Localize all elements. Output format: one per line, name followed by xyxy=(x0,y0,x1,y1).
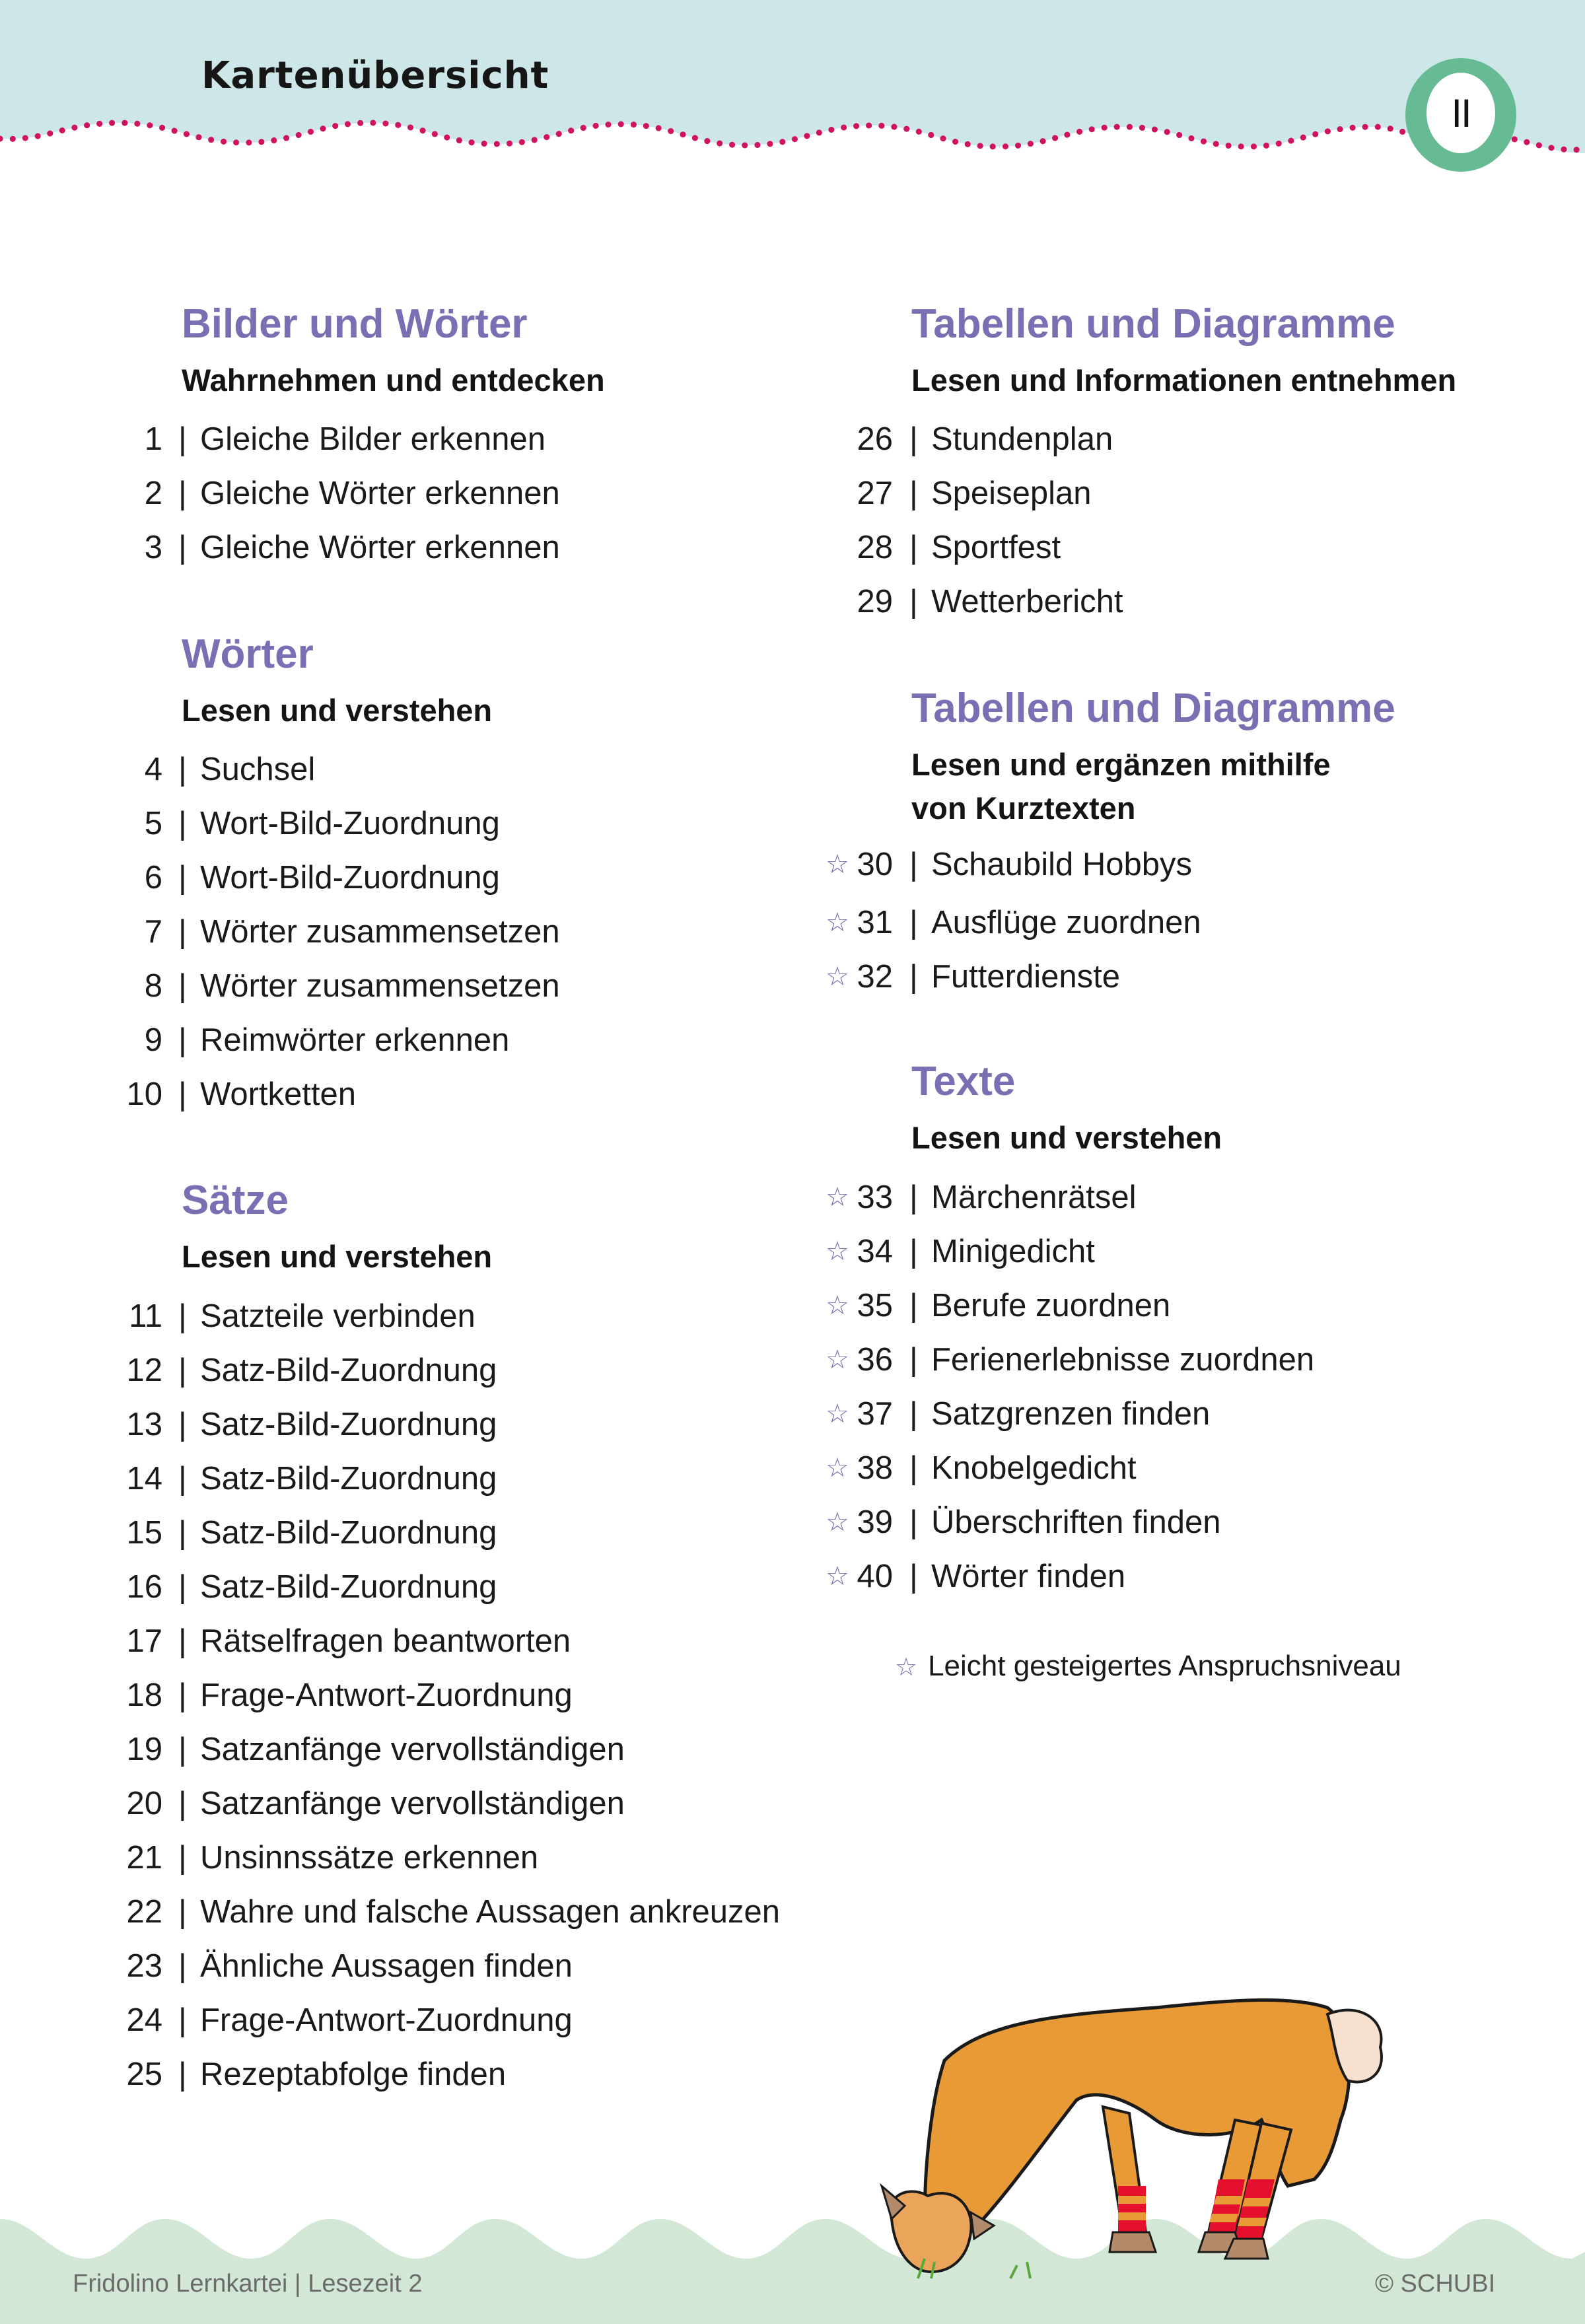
chapter-badge xyxy=(1405,58,1516,172)
separator: | xyxy=(178,1732,187,1767)
card-label: Satzanfänge vervollständigen xyxy=(200,1732,625,1767)
separator: | xyxy=(178,1022,187,1058)
card-label: Wörter zusammensetzen xyxy=(200,914,560,950)
section-subtitle: Lesen und verstehen xyxy=(182,1239,493,1274)
card-label: Satzteile verbinden xyxy=(200,1298,476,1334)
star-icon: ☆ xyxy=(826,962,849,991)
card-label: Satz-Bild-Zuordnung xyxy=(200,1515,497,1551)
card-number: 25 xyxy=(126,2057,162,2092)
separator: | xyxy=(178,1840,187,1876)
card-label: Knobelgedicht xyxy=(931,1450,1137,1486)
card-label: Unsinnssätze erkennen xyxy=(200,1840,539,1876)
separator: | xyxy=(178,1407,187,1442)
card-number: 3 xyxy=(144,530,162,565)
separator: | xyxy=(909,905,918,940)
separator: | xyxy=(178,1076,187,1112)
card-label: Reimwörter erkennen xyxy=(200,1022,510,1058)
card-number: 23 xyxy=(126,1948,162,1984)
star-icon: ☆ xyxy=(826,1291,849,1320)
section-subtitle-line2: von Kurztexten xyxy=(911,791,1136,826)
card-label: Satz-Bild-Zuordnung xyxy=(200,1569,497,1605)
separator: | xyxy=(178,1623,187,1659)
page-title: Kartenübersicht xyxy=(201,54,549,97)
card-number: 8 xyxy=(144,968,162,1004)
star-icon: ☆ xyxy=(826,1399,849,1428)
card-label: Futterdienste xyxy=(931,959,1120,995)
card-number: 30 xyxy=(857,847,893,882)
section-title-tabellen-und-diagramme: Tabellen und Diagramme xyxy=(911,301,1395,347)
legend-text: Leicht gesteigertes Anspruchsniveau xyxy=(928,1650,1401,1682)
card-label: Speiseplan xyxy=(931,475,1092,511)
separator: | xyxy=(178,1786,187,1821)
card-label: Gleiche Bilder erkennen xyxy=(200,421,546,457)
card-number: 29 xyxy=(857,584,893,619)
card-number: 5 xyxy=(144,806,162,841)
star-icon: ☆ xyxy=(826,1454,849,1483)
separator: | xyxy=(178,1461,187,1497)
separator: | xyxy=(178,2002,187,2038)
card-number: 15 xyxy=(126,1515,162,1551)
card-label: Wahre und falsche Aussagen ankreuzen xyxy=(200,1894,781,1930)
difficulty-legend xyxy=(895,1650,1401,1683)
separator: | xyxy=(178,1677,187,1713)
card-label: Schaubild Hobbys xyxy=(931,847,1192,882)
card-label: Überschriften finden xyxy=(931,1504,1221,1540)
star-icon: ☆ xyxy=(826,908,849,937)
card-label: Wort-Bild-Zuordnung xyxy=(200,860,500,896)
card-label: Satzgrenzen finden xyxy=(931,1396,1211,1432)
card-label: Wetterbericht xyxy=(931,584,1123,619)
separator: | xyxy=(909,1234,918,1269)
footer-copyright: © SCHUBI xyxy=(1375,2270,1496,2298)
card-number: 38 xyxy=(857,1450,893,1486)
chapter-badge-label: II xyxy=(1426,73,1495,153)
card-label: Stundenplan xyxy=(931,421,1113,457)
star-icon: ☆ xyxy=(826,1345,849,1374)
separator: | xyxy=(909,421,918,457)
card-number: 17 xyxy=(126,1623,162,1659)
separator: | xyxy=(178,530,187,565)
separator: | xyxy=(178,860,187,896)
card-number: 13 xyxy=(126,1407,162,1442)
separator: | xyxy=(178,1894,187,1930)
star-icon: ☆ xyxy=(826,1562,849,1591)
star-icon: ☆ xyxy=(826,1237,849,1266)
separator: | xyxy=(178,475,187,511)
card-label: Frage-Antwort-Zuordnung xyxy=(200,2002,573,2038)
card-number: 20 xyxy=(126,1786,162,1821)
card-number: 6 xyxy=(144,860,162,896)
card-number: 27 xyxy=(857,475,893,511)
card-number: 32 xyxy=(857,959,893,995)
separator: | xyxy=(178,1353,187,1388)
star-icon: ☆ xyxy=(895,1654,918,1681)
section-subtitle: Lesen und verstehen xyxy=(182,693,493,728)
separator: | xyxy=(178,914,187,950)
card-number: 2 xyxy=(144,475,162,511)
section-subtitle: Lesen und Informationen entnehmen xyxy=(911,363,1457,398)
card-number: 9 xyxy=(144,1022,162,1058)
section-title-tabellen-und-diagramme: Tabellen und Diagramme xyxy=(911,686,1395,731)
separator: | xyxy=(909,847,918,882)
separator: | xyxy=(178,421,187,457)
card-number: 40 xyxy=(857,1559,893,1594)
separator: | xyxy=(909,1288,918,1323)
separator: | xyxy=(909,1559,918,1594)
card-number: 1 xyxy=(144,421,162,457)
card-label: Minigedicht xyxy=(931,1234,1095,1269)
card-label: Satz-Bild-Zuordnung xyxy=(200,1407,497,1442)
alpaca-illustration xyxy=(812,1968,1407,2285)
separator: | xyxy=(909,1504,918,1540)
card-label: Gleiche Wörter erkennen xyxy=(200,475,560,511)
star-icon: ☆ xyxy=(826,1508,849,1537)
separator: | xyxy=(178,1515,187,1551)
card-number: 19 xyxy=(126,1732,162,1767)
card-number: 11 xyxy=(129,1298,162,1334)
separator: | xyxy=(178,752,187,787)
card-label: Wortketten xyxy=(200,1076,357,1112)
card-label: Suchsel xyxy=(200,752,316,787)
separator: | xyxy=(178,1569,187,1605)
card-number: 33 xyxy=(857,1180,893,1215)
footer-publication: Fridolino Lernkartei | Lesezeit 2 xyxy=(73,2270,423,2298)
separator: | xyxy=(909,959,918,995)
card-number: 18 xyxy=(126,1677,162,1713)
card-number: 24 xyxy=(126,2002,162,2038)
card-label: Ausflüge zuordnen xyxy=(931,905,1201,940)
card-number: 37 xyxy=(857,1396,893,1432)
separator: | xyxy=(909,1342,918,1378)
card-label: Gleiche Wörter erkennen xyxy=(200,530,560,565)
card-label: Wörter finden xyxy=(931,1559,1126,1594)
separator: | xyxy=(178,1948,187,1984)
card-number: 22 xyxy=(126,1894,162,1930)
card-number: 4 xyxy=(144,752,162,787)
separator: | xyxy=(909,584,918,619)
section-subtitle: Wahrnehmen und entdecken xyxy=(182,363,605,398)
card-number: 12 xyxy=(126,1353,162,1388)
card-label: Rätselfragen beantworten xyxy=(200,1623,571,1659)
card-label: Satz-Bild-Zuordnung xyxy=(200,1353,497,1388)
section-title-texte: Texte xyxy=(911,1059,1016,1104)
separator: | xyxy=(178,968,187,1004)
separator: | xyxy=(178,806,187,841)
card-label: Wort-Bild-Zuordnung xyxy=(200,806,500,841)
card-label: Ähnliche Aussagen finden xyxy=(200,1948,573,1984)
card-label: Märchenrätsel xyxy=(931,1180,1137,1215)
separator: | xyxy=(178,2057,187,2092)
section-subtitle: Lesen und verstehen xyxy=(911,1120,1222,1155)
card-label: Ferienerlebnisse zuordnen xyxy=(931,1342,1315,1378)
card-label: Satz-Bild-Zuordnung xyxy=(200,1461,497,1497)
card-label: Berufe zuordnen xyxy=(931,1288,1171,1323)
separator: | xyxy=(909,1396,918,1432)
card-label: Rezeptabfolge finden xyxy=(200,2057,507,2092)
separator: | xyxy=(909,475,918,511)
card-label: Wörter zusammensetzen xyxy=(200,968,560,1004)
card-number: 34 xyxy=(857,1234,893,1269)
card-number: 26 xyxy=(857,421,893,457)
card-number: 31 xyxy=(857,905,893,940)
card-number: 21 xyxy=(126,1840,162,1876)
card-number: 39 xyxy=(857,1504,893,1540)
card-number: 35 xyxy=(857,1288,893,1323)
card-label: Frage-Antwort-Zuordnung xyxy=(200,1677,573,1713)
card-label: Satzanfänge vervollständigen xyxy=(200,1786,625,1821)
card-number: 10 xyxy=(126,1076,162,1112)
star-icon: ☆ xyxy=(826,850,849,879)
card-number: 7 xyxy=(144,914,162,950)
section-title-saetze: Sätze xyxy=(182,1178,289,1223)
card-number: 14 xyxy=(126,1461,162,1497)
card-label: Sportfest xyxy=(931,530,1061,565)
card-number: 16 xyxy=(126,1569,162,1605)
section-subtitle: Lesen und ergänzen mithilfe xyxy=(911,747,1331,782)
card-number: 36 xyxy=(857,1342,893,1378)
separator: | xyxy=(909,1180,918,1215)
separator: | xyxy=(909,1450,918,1486)
section-title-woerter: Wörter xyxy=(182,631,314,677)
card-number: 28 xyxy=(857,530,893,565)
star-icon: ☆ xyxy=(826,1183,849,1212)
separator: | xyxy=(909,530,918,565)
section-title-bilder-und-woerter: Bilder und Wörter xyxy=(182,301,528,347)
separator: | xyxy=(178,1298,187,1334)
